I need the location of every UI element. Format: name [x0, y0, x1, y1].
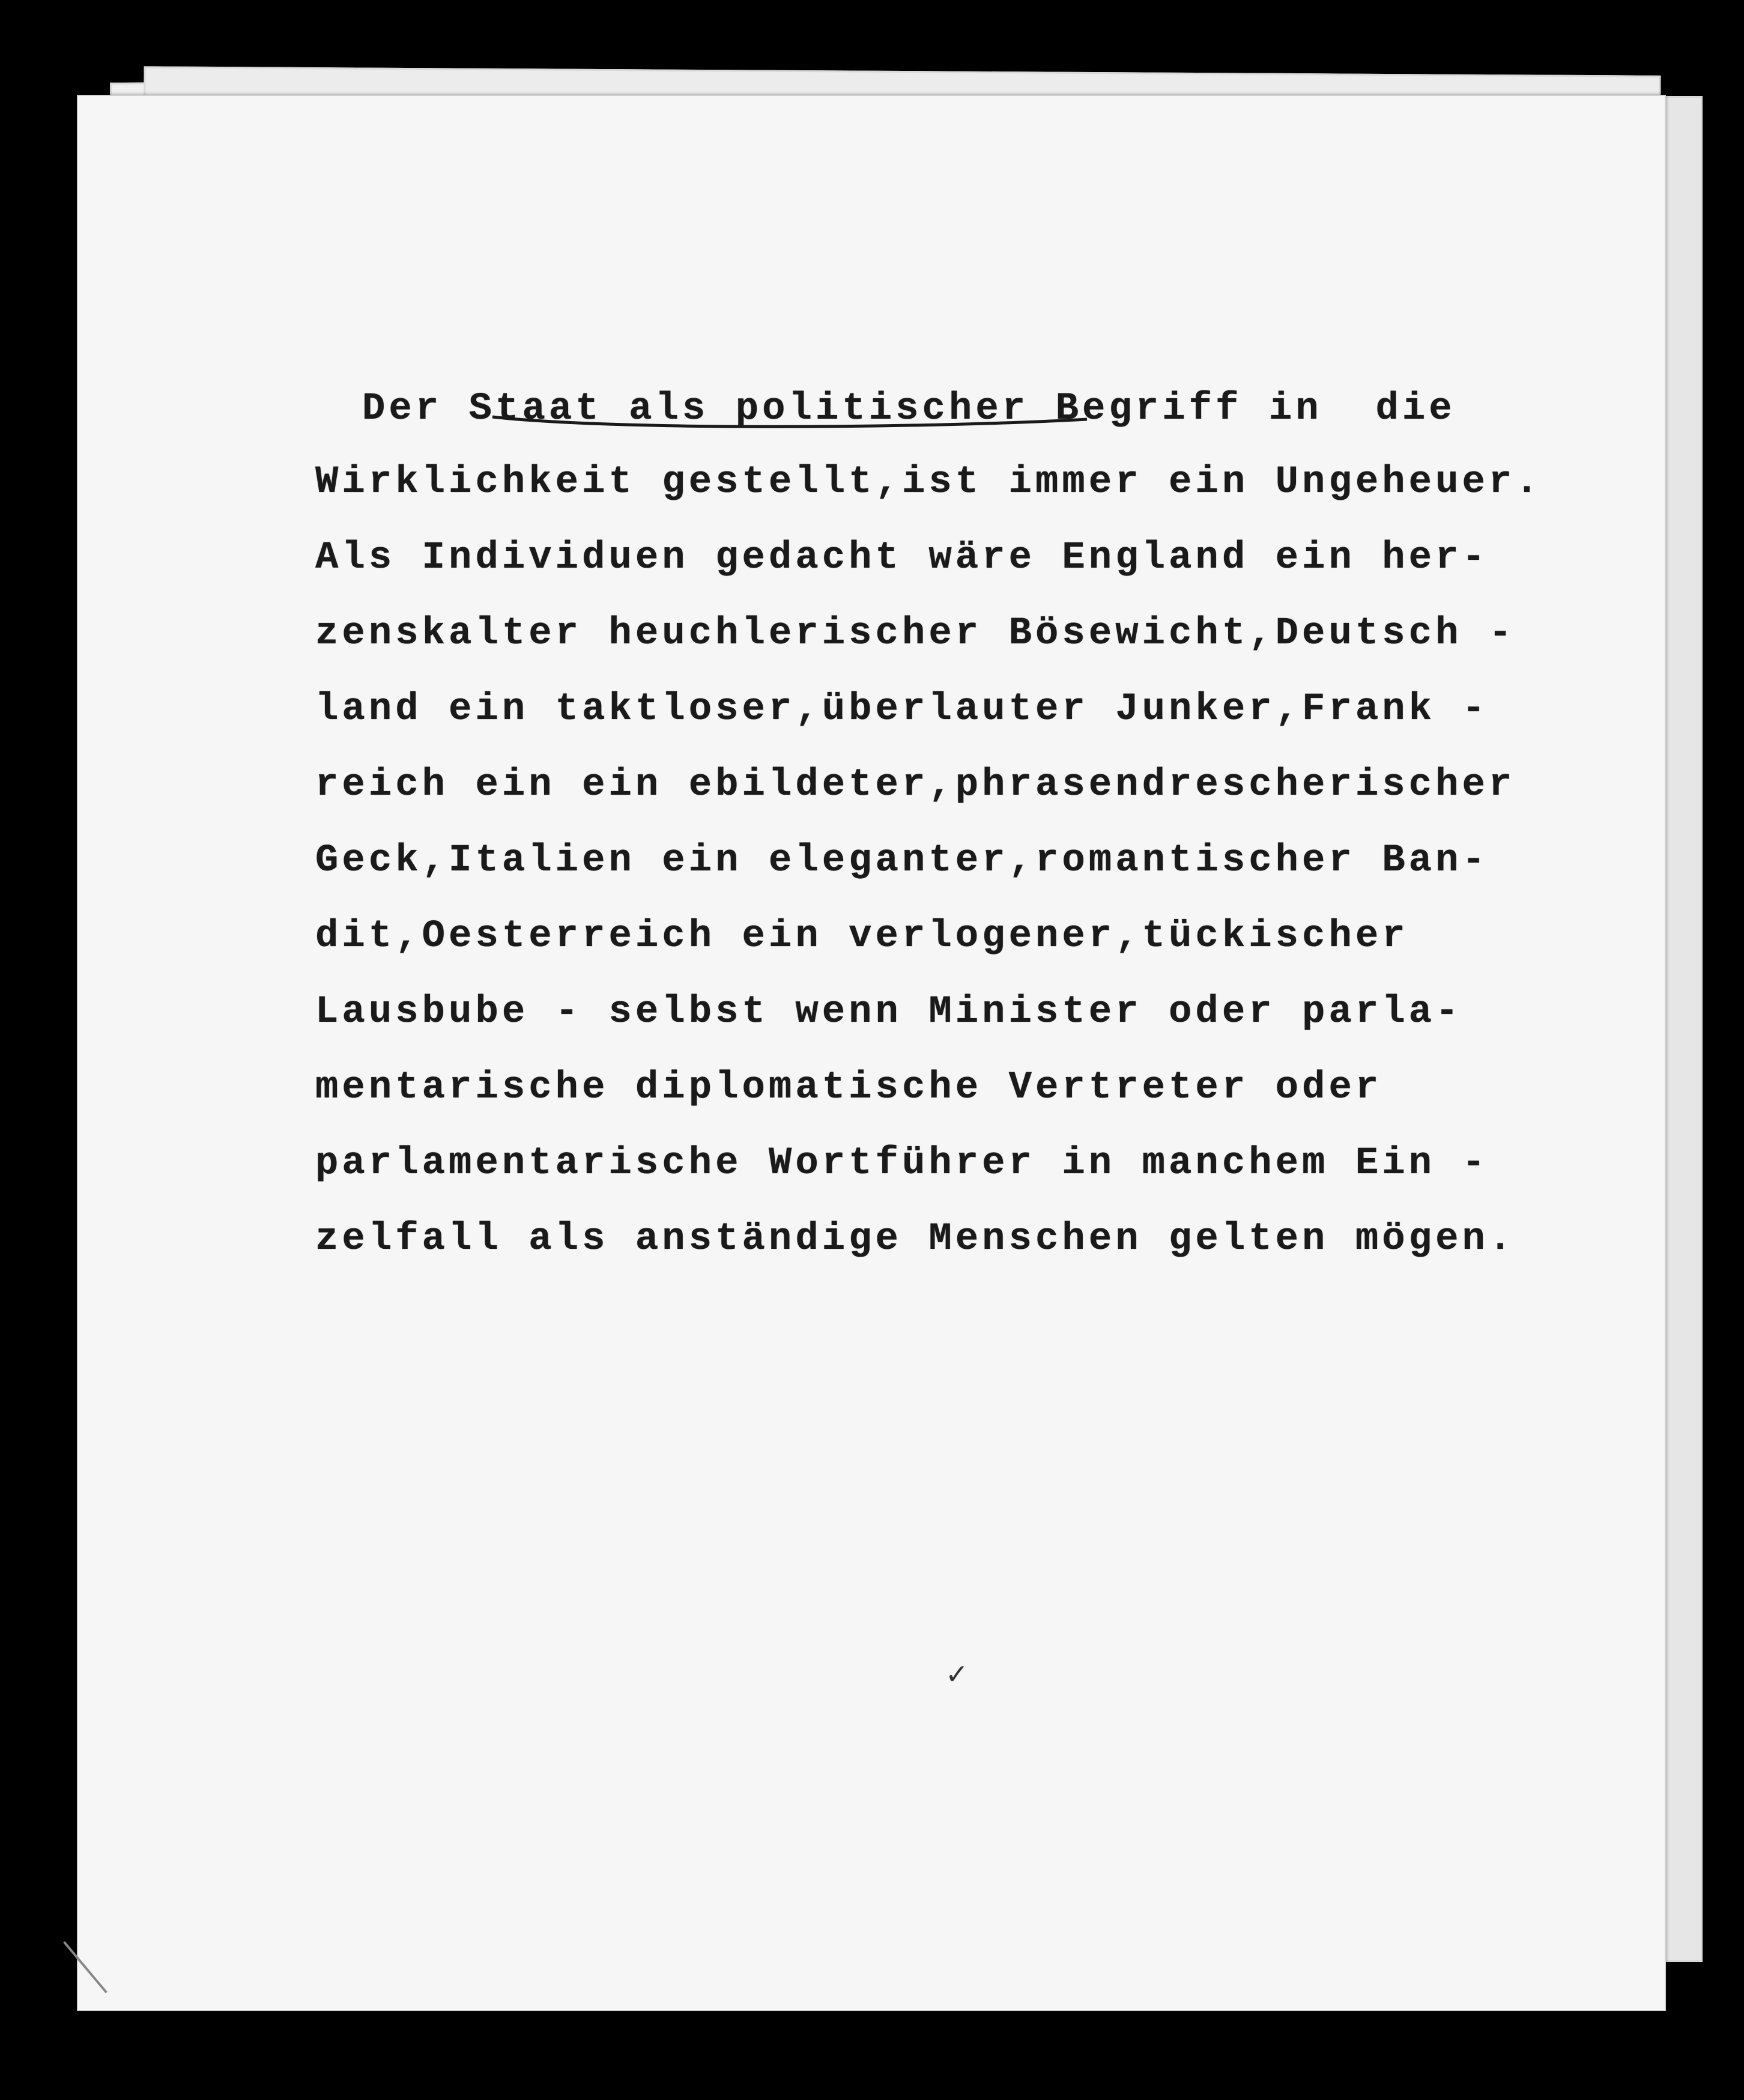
text-line: Der Staat als politischer Begriff in die: [362, 387, 1456, 431]
text-line: reich ein ein ebildeter,phrasendrescherischer: [315, 763, 1516, 807]
text-line: dit,Oesterreich ein verlogener,tückischer: [315, 915, 1409, 958]
text-line: mentarische diplomatische Vertreter oder: [315, 1066, 1382, 1109]
text-line: Lausbube - selbst wenn Minister oder parla-: [315, 991, 1462, 1034]
text-line: parlamentarische Wortführer in manchem Ein -: [315, 1142, 1489, 1185]
check-mark-icon: ✓: [945, 1658, 969, 1690]
text-line: Geck,Italien ein eleganter,romantischer Ban-: [315, 839, 1489, 882]
text-line: Als Individuen gedacht wäre England ein her-: [315, 536, 1489, 580]
text-line: Wirklichkeit gestellt,ist immer ein Ungeheuer.: [315, 461, 1542, 504]
text-line: zelfall als anständige Menschen gelten mögen.: [315, 1218, 1516, 1261]
text-line: zenskalter heuchlerischer Bösewicht,Deutsch -: [315, 612, 1516, 655]
text-line: land ein taktloser,überlauter Junker,Frank -: [315, 688, 1489, 731]
typed-page: [77, 95, 1666, 2011]
corner-fold-line: [63, 1941, 107, 1994]
